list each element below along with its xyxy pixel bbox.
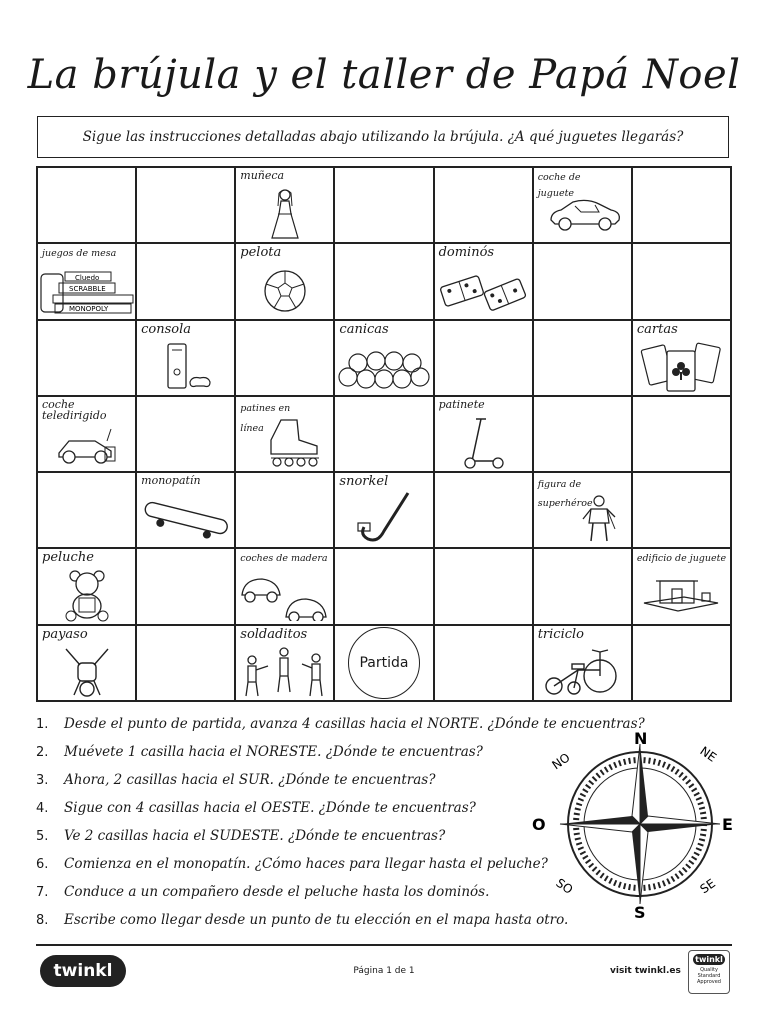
grid-cell xyxy=(136,243,235,319)
quality-badge xyxy=(688,950,730,994)
cell-label: consola xyxy=(141,321,192,337)
grid-cell-canicas xyxy=(334,320,433,396)
grid-cell xyxy=(632,167,731,243)
question-text: Ve 2 casillas hacia el SUDESTE. ¿Dónde te encuentras? xyxy=(64,828,446,844)
instructions-box xyxy=(37,116,729,158)
question-text: Ahora, 2 casillas hacia el SUR. ¿Dónde te encuentras? xyxy=(64,772,436,788)
question-number: 4. xyxy=(36,800,49,816)
grid-cell xyxy=(632,396,731,472)
grid-cell-soldaditos xyxy=(235,625,334,701)
grid-cell xyxy=(533,396,632,472)
grid-cell-pelota xyxy=(235,243,334,319)
grid-cell xyxy=(334,167,433,243)
doll-icon xyxy=(236,188,333,240)
question-number: 6. xyxy=(36,856,49,872)
badge-logo: twinkl xyxy=(693,954,725,965)
toy-soldiers-icon xyxy=(236,646,333,698)
compass-e: E xyxy=(722,815,733,834)
grid-cell xyxy=(434,625,533,701)
compass-so: SO xyxy=(553,875,576,897)
cell-label: muñeca xyxy=(240,169,285,182)
snorkel-icon xyxy=(335,493,432,545)
grid-cell-patines-en-linea xyxy=(235,396,334,472)
grid-cell-coches-de-madera xyxy=(235,548,334,624)
question-text: Comienza en el monopatín. ¿Cómo haces para llegar hasta el peluche? xyxy=(64,856,548,872)
compass-no: NO xyxy=(549,750,573,773)
wooden-cars-icon xyxy=(236,570,333,622)
map-grid xyxy=(36,166,732,702)
grid-cell-partida xyxy=(334,625,433,701)
dominoes-icon xyxy=(435,265,532,317)
grid-cell-peluche xyxy=(37,548,136,624)
page-title: La brújula y el taller de Papá Noel xyxy=(27,52,741,98)
cell-label: snorkel xyxy=(339,474,389,490)
question-text: Conduce a un compañero desde el peluche hasta los dominós. xyxy=(64,884,490,900)
cell-label: payaso xyxy=(42,626,88,642)
rc-car-icon xyxy=(38,425,135,469)
question-text: Escribe como llegar desde un punto de tu elección en el mapa hasta otro. xyxy=(64,912,569,928)
cell-label: coche teledirigido xyxy=(42,397,107,423)
grid-cell-patinete xyxy=(434,396,533,472)
compass-se: SE xyxy=(697,876,718,897)
teddy-bear-icon xyxy=(38,570,135,622)
question-text: Sigue con 4 casillas hacia el OESTE. ¿Dónde te encuentras? xyxy=(64,800,476,816)
grid-cell xyxy=(533,548,632,624)
cards-icon xyxy=(633,341,730,393)
question-number: 1. xyxy=(36,716,49,732)
grid-cell xyxy=(334,396,433,472)
cell-label: canicas xyxy=(339,321,389,337)
grid-cell xyxy=(136,396,235,472)
cell-label: figura de superhéroe xyxy=(537,479,593,510)
clown-icon xyxy=(38,646,135,698)
compass-s: S xyxy=(634,903,646,922)
grid-cell xyxy=(136,167,235,243)
question-number: 5. xyxy=(36,828,49,844)
question-number: 3. xyxy=(36,772,49,788)
grid-cell-muneca xyxy=(235,167,334,243)
scooter-icon xyxy=(435,417,532,469)
cell-label: dominós xyxy=(438,245,495,261)
grid-cell-cartas xyxy=(632,320,731,396)
compass-o: O xyxy=(532,815,546,834)
cell-label: edificio de juguete xyxy=(636,553,727,565)
question-number: 2. xyxy=(36,744,49,760)
grid-cell xyxy=(334,548,433,624)
board-games-icon xyxy=(38,265,135,317)
question-text: Desde el punto de partida, avanza 4 casillas hacia el NORTE. ¿Dónde te encuentras? xyxy=(64,716,645,732)
grid-cell xyxy=(632,472,731,548)
cell-label: soldaditos xyxy=(240,626,308,642)
cell-label: triciclo xyxy=(537,626,585,642)
grid-cell xyxy=(632,243,731,319)
grid-cell xyxy=(235,472,334,548)
ball-icon xyxy=(236,265,333,317)
grid-cell-triciclo xyxy=(533,625,632,701)
start-label: Partida xyxy=(359,654,409,671)
page-number: Página 1 de 1 xyxy=(353,966,415,976)
cell-label: cartas xyxy=(636,321,678,337)
grid-cell-coche-teledirigido xyxy=(37,396,136,472)
compass-rose-icon xyxy=(530,726,758,926)
inline-skates-icon xyxy=(236,417,333,469)
cell-label: coche de juguete xyxy=(537,172,581,200)
grid-cell xyxy=(434,167,533,243)
cell-label: patines en línea xyxy=(240,402,291,434)
website-link[interactable]: visit twinkl.es xyxy=(610,966,681,976)
grid-cell-dominos xyxy=(434,243,533,319)
compass-ne: NE xyxy=(697,743,720,765)
grid-cell xyxy=(136,625,235,701)
grid-cell xyxy=(37,167,136,243)
instructions-text: Sigue las instrucciones detalladas abajo utilizando la brújula. ¿A qué juguetes llegarás? xyxy=(82,129,684,145)
grid-cell xyxy=(434,320,533,396)
cell-label: patinete xyxy=(438,397,485,411)
toy-car-icon xyxy=(534,188,631,240)
superhero-icon xyxy=(534,493,631,545)
grid-cell-edificio-de-juguete xyxy=(632,548,731,624)
grid-cell xyxy=(533,243,632,319)
logo-text: twinkl xyxy=(53,961,113,981)
marbles-icon xyxy=(335,341,432,393)
game-box-label: SCRABBLE xyxy=(68,284,106,293)
cell-label: juegos de mesa xyxy=(42,248,117,260)
badge-text: Quality Standard Approved xyxy=(697,967,721,985)
cell-label: monopatín xyxy=(141,474,201,488)
question-number: 7. xyxy=(36,884,49,900)
cell-label: peluche xyxy=(42,550,94,566)
question-text: Muévete 1 casilla hacia el NORESTE. ¿Dónde te encuentras? xyxy=(64,744,483,760)
grid-cell-figura-de-superheroe xyxy=(533,472,632,548)
compass-n: N xyxy=(634,729,648,748)
grid-cell-consola xyxy=(136,320,235,396)
grid-cell-monopatin xyxy=(136,472,235,548)
toy-building-icon xyxy=(633,570,730,622)
game-box-label: MONOPOLY xyxy=(68,304,108,313)
footer-divider xyxy=(36,944,732,946)
grid-cell-coche-de-juguete xyxy=(533,167,632,243)
grid-cell xyxy=(37,472,136,548)
grid-cell xyxy=(632,625,731,701)
console-icon xyxy=(137,341,234,393)
game-box-label: Cluedo xyxy=(74,273,99,282)
grid-cell xyxy=(334,243,433,319)
grid-cell xyxy=(434,548,533,624)
cell-label: coches de madera xyxy=(240,553,328,565)
question-number: 8. xyxy=(36,912,49,928)
grid-cell xyxy=(235,320,334,396)
grid-cell xyxy=(434,472,533,548)
grid-cell-payaso xyxy=(37,625,136,701)
cell-label: pelota xyxy=(240,245,282,261)
start-circle xyxy=(348,627,420,699)
grid-cell xyxy=(533,320,632,396)
skateboard-icon xyxy=(137,493,234,545)
grid-cell-snorkel xyxy=(334,472,433,548)
grid-cell xyxy=(37,320,136,396)
tricycle-icon xyxy=(534,646,631,698)
grid-cell-juegos-de-mesa xyxy=(37,243,136,319)
grid-cell xyxy=(136,548,235,624)
